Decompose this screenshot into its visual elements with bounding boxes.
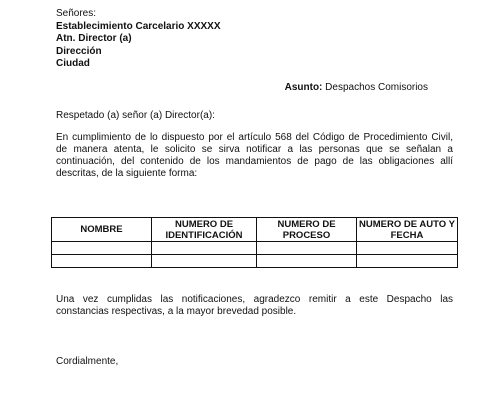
paragraph-line: Una vez cumplidas las notificaciones, agradezco remitir a este Despacho las — [56, 294, 453, 305]
paragraph-line: continuación, del contenido de los mandamientos de pago de las obligaciones allí — [56, 156, 453, 167]
addressee-block — [56, 8, 221, 71]
body-paragraph-2 — [56, 294, 453, 318]
table-cell — [152, 255, 257, 268]
subject-label: Asunto: — [284, 82, 323, 93]
header-proceso: NUMERO DE PROCESO — [257, 218, 357, 242]
paragraph-line: constancias respectivas, a la mayor brevedad posible. — [56, 306, 297, 317]
closing: Cordialmente, — [56, 356, 119, 367]
header-auto-fecha: NUMERO DE AUTO Y FECHA — [357, 218, 458, 242]
salutation: Señores: — [56, 8, 97, 19]
header-identificacion: NUMERO DE IDENTIFICACIÓN — [152, 218, 257, 242]
attention-line: Atn. Director (a) — [56, 33, 132, 44]
table-row — [52, 242, 458, 255]
table-cell — [152, 242, 257, 255]
table-cell — [52, 242, 152, 255]
table-header-row — [52, 218, 458, 242]
subject-line — [0, 82, 428, 94]
paragraph-line: En cumplimiento de lo dispuesto por el artículo 568 del Código de Procedimiento Civil, — [56, 132, 453, 143]
table-cell — [257, 255, 357, 268]
paragraph-line: descritas, de la siguiente forma: — [56, 168, 198, 179]
institution-name: Establecimiento Carcelario XXXXX — [56, 20, 221, 32]
table-cell — [257, 242, 357, 255]
address-line: Dirección — [56, 45, 102, 57]
notification-table — [51, 217, 458, 268]
table-cell — [357, 242, 458, 255]
greeting: Respetado (a) señor (a) Director(a): — [56, 110, 215, 121]
body-paragraph-1 — [56, 132, 453, 180]
header-nombre: NOMBRE — [52, 218, 152, 242]
subject-value: Despachos Comisorios — [325, 82, 428, 93]
paragraph-line: de manera atenta, le solicito se sirva notificar a las personas que se señalan a — [56, 144, 453, 155]
table-cell — [52, 255, 152, 268]
city-line: Ciudad — [56, 58, 90, 69]
table-row — [52, 255, 458, 268]
table-cell — [357, 255, 458, 268]
